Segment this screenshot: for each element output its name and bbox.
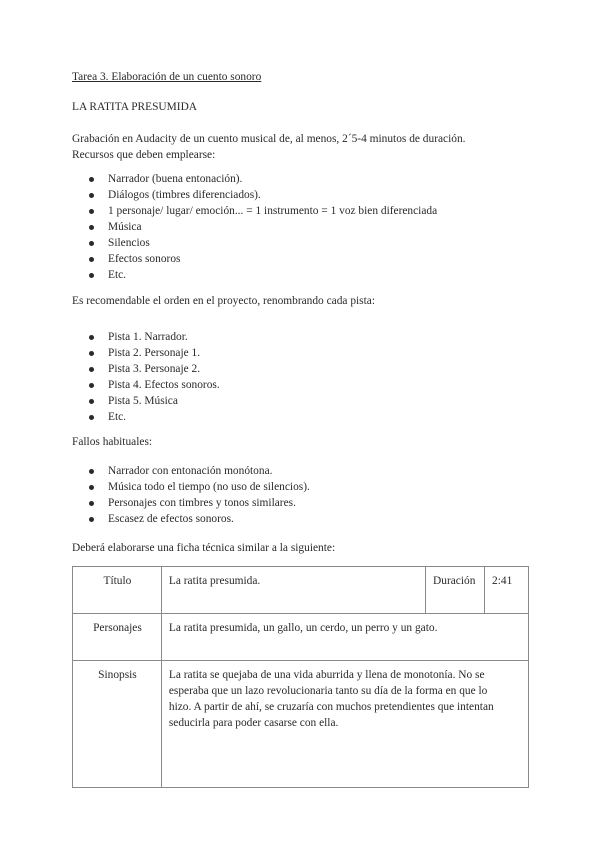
table-row [73,661,529,788]
synopsis-line: La ratita se quejaba de una vida aburrida y llena de monotonía. No se [168,669,485,681]
order-paragraph: Es recomendable el orden en el proyecto, renombrando cada pista: [72,295,375,307]
story-title: LA RATITA PRESUMIDA [72,101,198,113]
list-item: Pista 4. Efectos sonoros. [72,377,220,393]
datasheet-intro: Deberá elaborarse una ficha técnica similar a la siguiente: [72,542,336,554]
duration-value: 2:41 [485,567,529,614]
characters-label: Personajes [73,614,162,661]
list-item: Etc. [72,409,220,425]
list-item: Música [72,219,437,235]
table-row [73,614,529,661]
synopsis-line: esperaba que un lazo revolucionaria tanto su día de la forma en que lo [168,685,488,697]
duration-label: Duración [426,567,485,614]
list-item: Escasez de efectos sonoros. [72,511,310,527]
synopsis-label: Sinopsis [73,661,162,788]
task-title: Tarea 3. Elaboración de un cuento sonoro [72,71,262,83]
synopsis-line: seducirla para poder casarse con ella. [168,717,339,729]
list-item: Pista 2. Personaje 1. [72,345,220,361]
list-item: Música todo el tiempo (no uso de silencios). [72,479,310,495]
tracks-list [72,329,220,425]
title-value: La ratita presumida. [161,567,425,614]
list-item: Silencios [72,235,437,251]
list-item: Pista 1. Narrador. [72,329,220,345]
synopsis-line: hizo. A partir de ahí, se cruzaría con muchos pretendientes que intentan [168,701,494,713]
intro-line: Grabación en Audacity de un cuento musical de, al menos, 2´5-4 minutos de duración. [72,133,466,145]
list-item: Efectos sonoros [72,251,437,267]
list-item: Diálogos (timbres diferenciados). [72,187,437,203]
characters-value: La ratita presumida, un gallo, un cerdo, un perro y un gato. [161,614,528,661]
common-mistakes-list [72,463,310,527]
list-item: Pista 3. Personaje 2. [72,361,220,377]
list-item: 1 personaje/ lugar/ emoción... = 1 instrumento = 1 voz bien diferenciada [72,203,437,219]
table-row [73,567,529,614]
resources-list [72,171,437,283]
intro-line: Recursos que deben emplearse: [72,149,216,161]
intro-paragraph [72,131,542,163]
datasheet-table [72,566,529,788]
list-item: Pista 5. Música [72,393,220,409]
list-item: Narrador con entonación monótona. [72,463,310,479]
common-mistakes-heading: Fallos habituales: [72,436,153,448]
list-item: Etc. [72,267,437,283]
synopsis-value [161,661,528,788]
list-item: Personajes con timbres y tonos similares. [72,495,310,511]
title-label: Título [73,567,162,614]
list-item: Narrador (buena entonación). [72,171,437,187]
